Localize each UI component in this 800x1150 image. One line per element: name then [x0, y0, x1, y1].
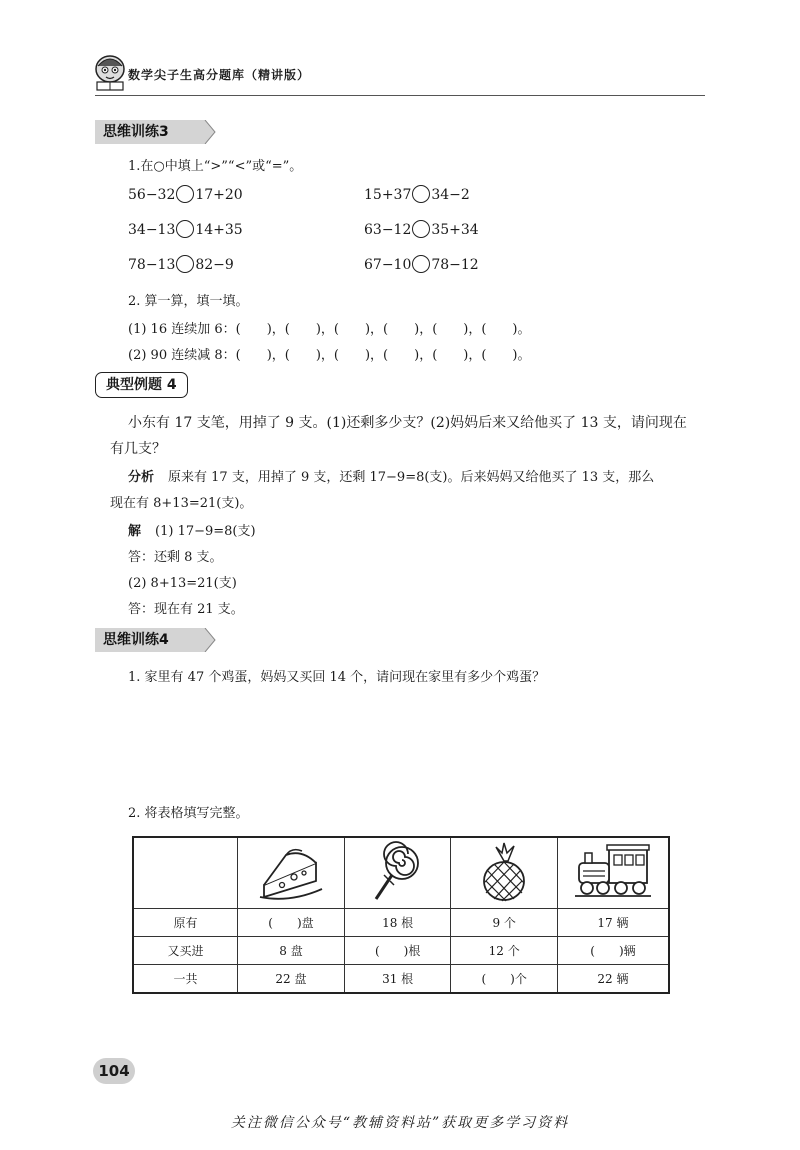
- table-cell: 17 辆: [557, 909, 669, 937]
- sequence-subtract-line: (2) 90 连续减 8：( )，( )，( )，( )，( )，( )。: [128, 348, 531, 363]
- compare-item: [364, 221, 479, 239]
- analysis-text: 原来有 17 支，用掉了 9 支，还剩 17−9=8(支)。后来妈妈又给他买了 13 支，那么: [168, 470, 655, 485]
- section-tag-training-3: [95, 120, 195, 144]
- training4-question-2: 2. 将表格填写完整。: [128, 806, 249, 821]
- header-divider: [95, 95, 705, 96]
- table-row-label: 又买进: [133, 937, 238, 965]
- compare-item: [364, 186, 470, 204]
- answer-circle[interactable]: [176, 185, 194, 203]
- lollipop-icon: [368, 841, 428, 903]
- compare-item: [128, 256, 234, 274]
- solution-text: (1) 17−9=8(支): [155, 524, 256, 539]
- example-problem-line-2: 有几支？: [110, 441, 166, 457]
- table-picture-cell: [451, 837, 558, 909]
- table-cell[interactable]: ( )盘: [238, 909, 345, 937]
- table-row: [133, 965, 669, 994]
- answer-circle[interactable]: [412, 255, 430, 273]
- table-row: [133, 909, 669, 937]
- cake-slice-icon: [256, 841, 326, 903]
- compare-left: 63−12: [364, 222, 412, 238]
- header-title: 数学尖子生高分题库（精讲版）: [128, 68, 311, 82]
- tag-arrow-icon: [195, 120, 217, 144]
- table-cell: 18 根: [344, 909, 451, 937]
- answer-circle[interactable]: [176, 220, 194, 238]
- example-title-box: 典型例题 4: [95, 372, 188, 398]
- table-cell: 22 辆: [557, 965, 669, 994]
- compare-right: 82−9: [195, 257, 234, 273]
- compare-left: 56−32: [128, 187, 176, 203]
- table-cell[interactable]: ( )辆: [557, 937, 669, 965]
- answer-circle[interactable]: [412, 220, 430, 238]
- compare-left: 67−10: [364, 257, 412, 273]
- compare-right: 17+20: [195, 187, 243, 203]
- compare-left: 34−13: [128, 222, 176, 238]
- table-row: [133, 937, 669, 965]
- training4-question-1: 1. 家里有 47 个鸡蛋，妈妈又买回 14 个，请问现在家里有多少个鸡蛋？: [128, 670, 546, 685]
- analysis-line-2: 现在有 8+13=21(支)。: [110, 496, 253, 511]
- compare-item: [128, 186, 243, 204]
- table-cell: 31 根: [344, 965, 451, 994]
- answer-line-2: 答：现在有 21 支。: [128, 602, 244, 617]
- table-cell[interactable]: ( )个: [451, 965, 558, 994]
- table-corner-cell: [133, 837, 238, 909]
- footer-notice: 关注微信公众号“教辅资料站”获取更多学习资料: [230, 1115, 570, 1131]
- section-tag-training-4: [95, 628, 195, 652]
- compare-item: [128, 221, 243, 239]
- compare-right: 14+35: [195, 222, 243, 238]
- compare-right: 34−2: [431, 187, 470, 203]
- compare-right: 78−12: [431, 257, 479, 273]
- question-1-instruction: 1.在○中填上“>”“<”或“=”。: [128, 159, 303, 174]
- analysis-line-1: [128, 466, 654, 485]
- section-tag-label: 思维训练4: [95, 628, 195, 652]
- table-picture-cell: [557, 837, 669, 909]
- solution-line-1: [128, 520, 256, 539]
- solution-line-2: (2) 8+13=21(支): [128, 576, 237, 591]
- page-number: 104: [93, 1058, 135, 1084]
- compare-left: 78−13: [128, 257, 176, 273]
- sequence-add-line: (1) 16 连续加 6：( )，( )，( )，( )，( )，( )。: [128, 322, 531, 337]
- table-picture-cell: [344, 837, 451, 909]
- table-cell: 12 个: [451, 937, 558, 965]
- pineapple-icon: [474, 841, 534, 903]
- table-row-label: 一共: [133, 965, 238, 994]
- table-cell: 9 个: [451, 909, 558, 937]
- compare-item: [364, 256, 479, 274]
- analysis-label: 分析: [128, 470, 155, 485]
- solution-label: 解: [128, 524, 142, 539]
- toy-train-icon: [573, 841, 653, 903]
- compare-right: 35+34: [431, 222, 479, 238]
- fill-in-table: [132, 836, 670, 994]
- table-picture-row: [133, 837, 669, 909]
- table-cell[interactable]: ( )根: [344, 937, 451, 965]
- table-cell: 22 盘: [238, 965, 345, 994]
- table-picture-cell: [238, 837, 345, 909]
- answer-circle[interactable]: [176, 255, 194, 273]
- answer-circle[interactable]: [412, 185, 430, 203]
- answer-line-1: 答：还剩 8 支。: [128, 550, 223, 565]
- compare-left: 15+37: [364, 187, 412, 203]
- table-row-label: 原有: [133, 909, 238, 937]
- mascot-logo-icon: [93, 52, 127, 92]
- question-2-instruction: 2. 算一算，填一填。: [128, 294, 249, 309]
- section-tag-label: 思维训练3: [95, 120, 195, 144]
- table-cell: 8 盘: [238, 937, 345, 965]
- tag-arrow-icon: [195, 628, 217, 652]
- example-problem-line-1: 小东有 17 支笔，用掉了 9 支。(1)还剩多少支？(2)妈妈后来又给他买了 13 支，请问现在: [128, 415, 687, 431]
